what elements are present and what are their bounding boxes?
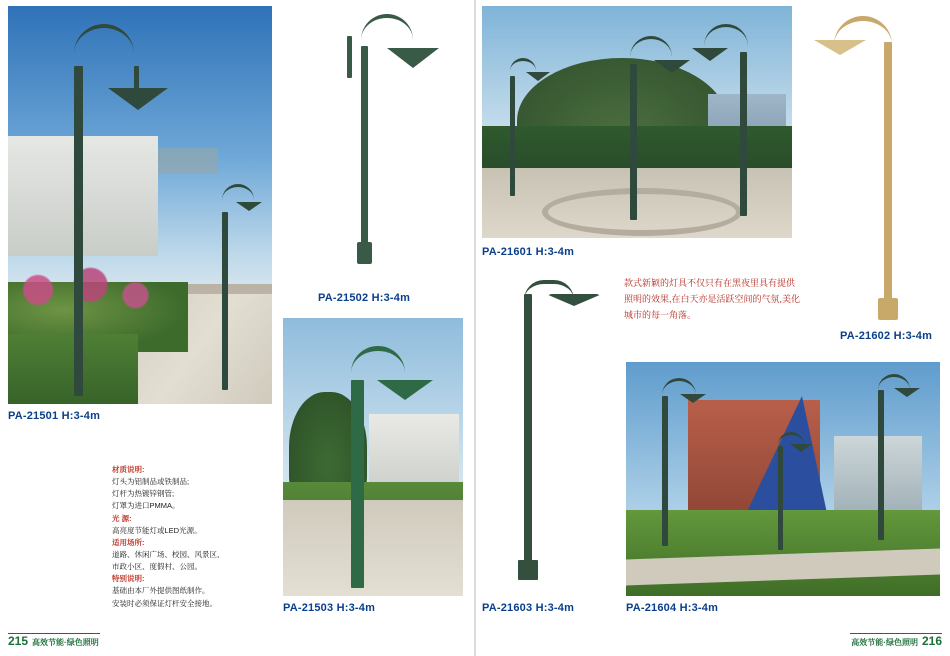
spec-note-line-1: 基础由本厂外提供图纸制作。 [112, 586, 210, 596]
lamp-pole-21503 [351, 380, 364, 588]
product-photo-pa-21602 [808, 6, 940, 324]
lamp-base-21602 [878, 298, 898, 320]
folio-left [8, 634, 99, 648]
lamp-stem-main [134, 66, 139, 92]
lamp-shade-21601-right [692, 48, 728, 61]
lamp-pole-21502 [361, 46, 368, 264]
blue-roof [744, 396, 828, 518]
caption-pa-21603: PA-21603 H:3-4m [482, 602, 575, 614]
spec-material-line-3: 灯罩为进口PMMA。 [112, 501, 180, 511]
lamp-shade-21604-b [790, 444, 812, 452]
lamp-shade-21502 [387, 48, 439, 68]
lamp-pole-secondary [222, 212, 228, 390]
grass-area [8, 334, 138, 404]
lamp-pole-main [74, 66, 83, 396]
lamp-pole-21604-b [778, 446, 783, 550]
spec-material-heading: 材质说明: [112, 465, 145, 474]
spec-place-heading: 适用场所: [112, 537, 145, 547]
product-photo-pa-21601 [482, 6, 792, 238]
spec-note-heading: 特别说明: [112, 574, 145, 584]
caption-pa-21601: PA-21601 H:3-4m [482, 246, 575, 258]
product-photo-pa-21503 [283, 318, 463, 596]
caption-pa-21604: PA-21604 H:3-4m [626, 602, 719, 614]
product-photo-pa-21603 [482, 270, 610, 596]
spec-material-line-1: 灯头为铝制品或铁制品; [112, 477, 190, 487]
lamp-base-21603 [518, 560, 538, 580]
lamp-shade-21602 [814, 40, 866, 55]
lamp-pole-21601-far [510, 76, 515, 196]
lamp-shade-21601-far [526, 72, 550, 81]
spec-material-line-2: 灯杆为热镀锌钢管; [112, 489, 175, 499]
spec-note-line-2: 安装时必须保证灯杆安全接地。 [112, 598, 217, 608]
product-photo-pa-21604 [626, 362, 940, 596]
product-photo-pa-21501 [8, 6, 272, 404]
lamp-pole-21601-left [630, 64, 637, 220]
plaza-ring [542, 188, 742, 236]
spec-light-line-1: 高亮度节能灯或LED光源。 [112, 525, 202, 535]
lamp-shade-21601-left [654, 60, 690, 73]
page-spine [474, 0, 476, 656]
background-building [8, 136, 158, 256]
flower-bed [8, 264, 158, 316]
road [283, 500, 463, 596]
specification-block [112, 464, 292, 610]
white-backdrop [482, 270, 610, 596]
caption-pa-21502: PA-21502 H:3-4m [318, 292, 411, 304]
lamp-pole-21602 [884, 42, 892, 318]
spec-light-heading: 光 源: [112, 513, 132, 523]
caption-pa-21503: PA-21503 H:3-4m [283, 602, 376, 614]
lamp-base-21502 [357, 242, 372, 264]
marketing-description: 款式新颖的灯具不仅只有在黑夜里具有提供照明的效果,在白天亦是活跃空间的气氛,美化城市的每一角落。 [624, 278, 801, 320]
lamp-shade-21604-c [894, 388, 920, 397]
folio-right [851, 634, 942, 648]
lamp-shade-21604-a [680, 394, 706, 403]
caption-pa-21602: PA-21602 H:3-4m [840, 330, 933, 342]
lamp-shade-21503 [377, 380, 433, 400]
page-number-left: 215 [8, 634, 29, 648]
folio-text-right: 高效节能·绿色照明 [851, 638, 918, 647]
lamp-pole-21604-c [878, 390, 884, 540]
lamp-pole-21603 [524, 294, 532, 580]
lamp-shade-21603 [546, 294, 602, 306]
page-number-right: 216 [921, 634, 942, 648]
spec-place-line-1: 道路、休闲广场、校园、风景区、 [112, 549, 225, 559]
lamp-pole-21601-right [740, 52, 747, 216]
caption-pa-21501: PA-21501 H:3-4m [8, 410, 101, 422]
folio-text-left: 高效节能·绿色照明 [32, 638, 99, 647]
lamp-ballast-21502 [347, 36, 352, 78]
lamp-pole-21604-a [662, 396, 668, 546]
lamp-shade-secondary [236, 202, 262, 211]
spec-place-line-2: 市政小区、度假村、公园。 [112, 562, 202, 572]
product-photo-pa-21502 [283, 6, 459, 268]
